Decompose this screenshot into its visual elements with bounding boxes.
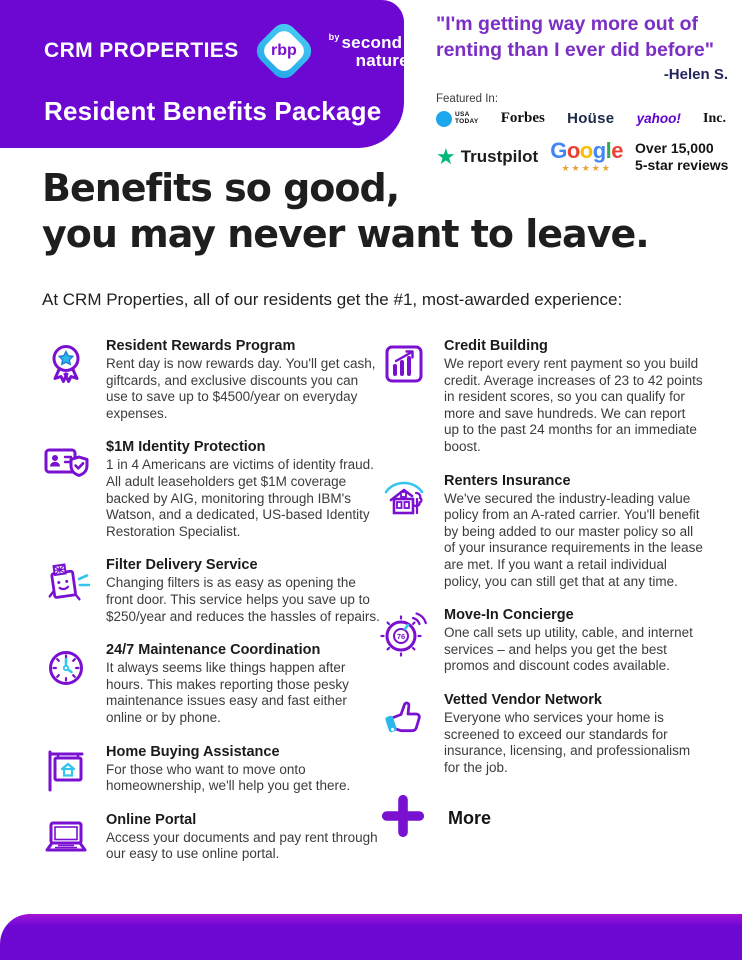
- benefit-title: Vetted Vendor Network: [444, 691, 602, 708]
- benefits-column-right: [380, 338, 704, 880]
- reviews-line1: Over 15,000: [635, 140, 714, 157]
- usa-today-circle-icon: [436, 111, 452, 127]
- brand-row: [44, 22, 409, 80]
- benefit-body: One call sets up utility, cable, and internet services – and helps you get the best promos and discount codes available.: [444, 625, 693, 674]
- second-nature-second: second: [341, 33, 403, 52]
- benefit-title: $1M Identity Protection: [106, 439, 266, 456]
- benefit-online-portal: [42, 812, 380, 863]
- benefit-body: For those who want to move onto homeownership, we'll help you get there.: [106, 761, 351, 794]
- benefit-body: Everyone who services your home is screened to exceed our standards for insurance, licensing, and professionalism for the job.: [444, 709, 691, 775]
- benefit-text: [106, 812, 380, 863]
- testimonial-attribution: -Helen S.: [663, 66, 728, 84]
- headline-line2: you may never want to leave.: [42, 211, 649, 256]
- rbp-diamond-shape: [251, 18, 316, 83]
- benefits-grid: [42, 338, 704, 880]
- benefit-title: Online Portal: [106, 811, 197, 828]
- award-ribbon-icon: [42, 340, 92, 422]
- bar-chart-icon: [380, 340, 430, 456]
- trustpilot-logo: [436, 143, 539, 169]
- benefit-maintenance: [42, 642, 380, 726]
- benefit-renters-insurance: [380, 473, 704, 591]
- rbp-logo-inner: [260, 27, 308, 75]
- benefit-body: Changing filters is as easy as opening the front door. This service helps you save up to $250/year and reduces the hassles of repairs.: [106, 575, 380, 624]
- concierge-dial-number: 76: [396, 632, 406, 642]
- benefit-title: Renters Insurance: [444, 472, 571, 489]
- page-subtitle: At CRM Properties, all of our residents get the #1, most-awarded experience:: [42, 290, 623, 309]
- footer-bar: [0, 914, 742, 960]
- usa-today-logo: [436, 111, 479, 127]
- benefit-body: It always seems like things happen after hours. This makes reporting those pesky maintenance issues easy and fast either online or by phone.: [106, 660, 349, 725]
- benefit-body: 1 in 4 Americans are victims of identity fraud. All adult leaseholders get $1M coverage backed by AIG, monitoring through IBM's Watson, and a dedicated, US-based Identity Restoration Specialist.: [106, 457, 374, 539]
- plus-icon: [380, 793, 430, 844]
- id-card-shield-icon: [42, 441, 92, 540]
- benefit-identity-protection: [42, 439, 380, 540]
- benefit-body: Rent day is now rewards day. You'll get cash, giftcards, and exclusive discounts you can use to save up to $4500/year on everyday expenses.: [106, 356, 376, 421]
- filter-box-icon: [42, 559, 92, 625]
- quote-line-1: "I'm getting way more out of: [436, 13, 698, 35]
- inc-logo: Inc.: [703, 110, 726, 126]
- reviews-count: [635, 140, 728, 173]
- concierge-dial-icon: [380, 609, 430, 675]
- benefit-text: [444, 338, 704, 456]
- benefit-title: Home Buying Assistance: [106, 743, 280, 760]
- benefit-move-in-concierge: [380, 607, 704, 675]
- package-title: Resident Benefits Package: [44, 96, 382, 126]
- reviews-line2: 5-star reviews: [635, 156, 729, 173]
- testimonial-quote: [436, 12, 732, 63]
- google-stars-icon: ★★★★★: [561, 163, 612, 174]
- quote-line-2: renting than I ever did before": [436, 38, 714, 61]
- benefit-filter-delivery: [42, 557, 380, 625]
- press-logo-row: [436, 110, 732, 127]
- header-banner: [0, 0, 409, 148]
- brand-name: CRM PROPERTIES: [44, 39, 239, 62]
- benefit-text: [106, 744, 380, 795]
- benefits-column-left: [42, 338, 380, 880]
- yahoo-logo: yahoo!: [636, 111, 681, 127]
- benefit-title: Filter Delivery Service: [106, 557, 258, 574]
- benefit-text: [444, 607, 704, 675]
- trustpilot-star-icon: ★: [436, 143, 456, 169]
- more-label: More: [448, 808, 492, 829]
- featured-in-label: Featured In:: [436, 93, 499, 106]
- usa-today-text: [455, 112, 479, 126]
- benefit-title: Credit Building: [444, 338, 548, 354]
- benefit-text: [106, 557, 380, 625]
- insured-house-icon: [380, 475, 430, 591]
- second-nature-nature: nature: [355, 51, 409, 70]
- benefit-body: We report every rent payment so you build credit. Average increases of 23 to 42 points in resident scores, so you can qualify for more and save hundreds. We can report up to the past 24 months for an immediate boost.: [444, 356, 703, 454]
- benefit-text: [444, 473, 704, 591]
- benefit-text: [106, 439, 380, 540]
- benefit-title: Move-In Concierge: [444, 607, 574, 624]
- benefit-resident-rewards: [42, 338, 380, 422]
- home-sign-icon: [42, 746, 92, 795]
- rbp-logo-icon: [255, 22, 313, 80]
- usa-today-line1: USA: [455, 111, 470, 119]
- benefit-vetted-vendors: [380, 692, 704, 776]
- house-beautiful-logo: Hoüse: [567, 110, 615, 128]
- laptop-icon: [42, 814, 92, 863]
- rbp-logo-text: rbp: [270, 42, 297, 59]
- trustpilot-name: Trustpilot: [460, 146, 539, 166]
- benefit-text: [106, 642, 380, 726]
- benefit-home-buying: [42, 744, 380, 795]
- benefit-body: Access your documents and pay rent through our easy to use online portal.: [106, 829, 378, 862]
- benefit-text: [106, 338, 380, 422]
- thumbs-up-icon: [380, 694, 430, 776]
- forbes-logo: Forbes: [500, 110, 545, 127]
- testimonial-section: [436, 12, 732, 174]
- headline-line1: Benefits so good,: [42, 166, 400, 210]
- page-title: [42, 163, 649, 257]
- benefit-text: [444, 692, 704, 776]
- clock-icon: [42, 644, 92, 726]
- second-nature-by: by: [328, 32, 340, 42]
- benefit-title: 24/7 Maintenance Coordination: [106, 642, 321, 659]
- google-word: Google: [550, 138, 624, 164]
- usa-today-line2: TODAY: [455, 117, 479, 125]
- benefit-credit-building: [380, 338, 704, 456]
- benefit-body: We've secured the industry-leading value policy from an A-rated carrier. You'll benefit by being added to our master policy so all of your insurance requirements in the lease are met. If you want a retail individual policy, you can still get that at any time.: [444, 490, 703, 589]
- benefit-title: Resident Rewards Program: [106, 338, 296, 354]
- more-benefits: [380, 793, 704, 844]
- second-nature-logo: [329, 33, 409, 69]
